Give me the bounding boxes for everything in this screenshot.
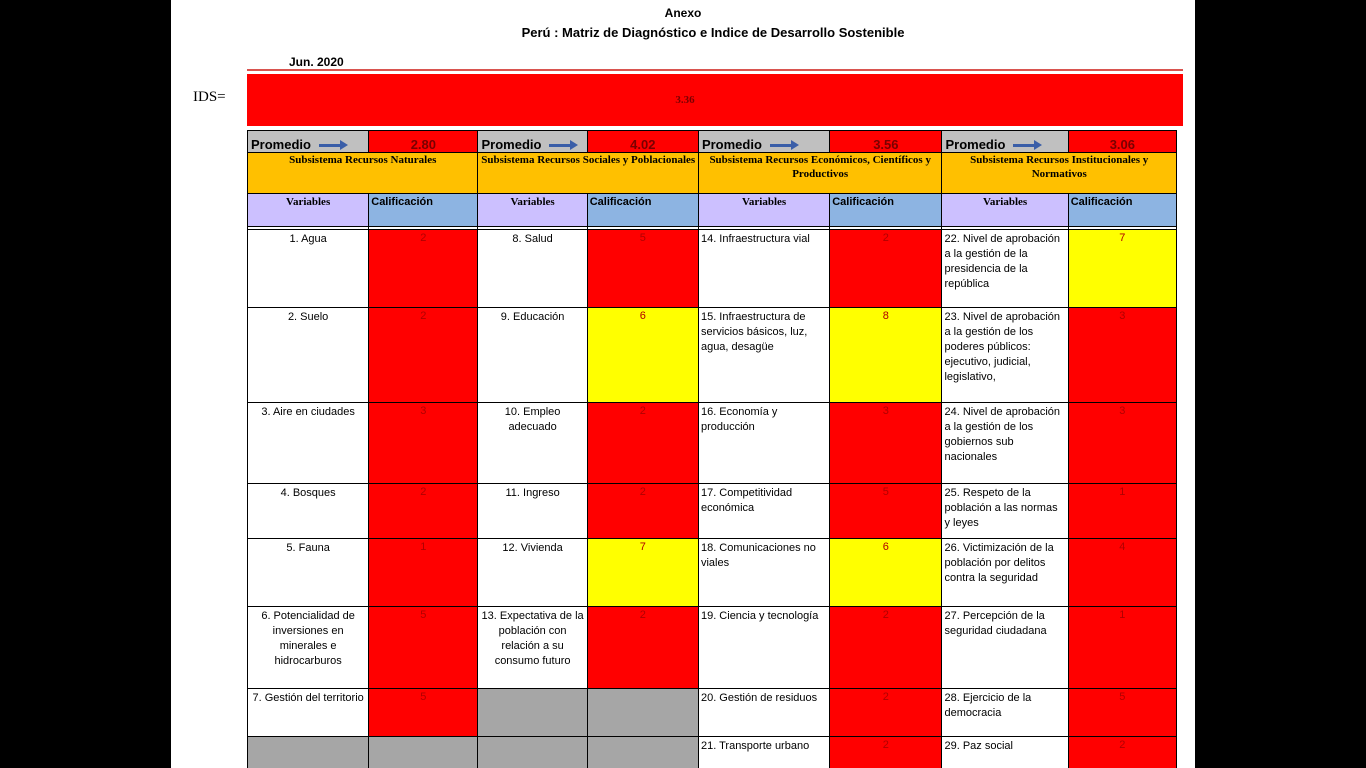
score-cell: 8 — [830, 308, 942, 403]
variable-cell — [478, 737, 587, 768]
subsystem-header-4: Subsistema Recursos Institucionales y Normativos — [942, 153, 1177, 194]
table-row — [248, 403, 1177, 484]
variable-cell: 4. Bosques — [248, 484, 369, 539]
score-cell: 5 — [830, 484, 942, 539]
variable-cell: 15. Infraestructura de servicios básicos, luz, agua, desagüe — [698, 308, 829, 403]
promedio-text: Promedio — [701, 137, 762, 152]
calificacion-header: Calificación — [830, 194, 942, 227]
table-row — [248, 230, 1177, 308]
ids-value: 3.36 — [675, 94, 695, 106]
arrow-right-icon — [1013, 144, 1035, 147]
score-cell: 2 — [587, 484, 698, 539]
variable-cell: 28. Ejercicio de la democracia — [942, 689, 1068, 737]
variable-cell: 22. Nivel de aprobación a la gestión de la presidencia de la república — [942, 230, 1068, 308]
score-cell: 3 — [1068, 403, 1176, 484]
score-cell: 2 — [830, 689, 942, 737]
subsystem-header-2: Subsistema Recursos Sociales y Poblacionales — [478, 153, 698, 194]
variable-cell: 7. Gestión del territorio — [248, 689, 369, 737]
header-divider — [247, 69, 1183, 71]
document-date: Jun. 2020 — [289, 55, 344, 69]
score-cell: 7 — [1068, 230, 1176, 308]
variable-cell: 6. Potencialidad de inversiones en minerales e hidrocarburos — [248, 607, 369, 689]
calificacion-header: Calificación — [1068, 194, 1176, 227]
variable-cell: 21. Transporte urbano — [698, 737, 829, 768]
subsystem-header-1: Subsistema Recursos Naturales — [248, 153, 478, 194]
score-cell: 3 — [369, 403, 478, 484]
score-cell: 5 — [587, 230, 698, 308]
score-cell: 1 — [1068, 607, 1176, 689]
variable-cell: 29. Paz social — [942, 737, 1068, 768]
promedio-value-3: 3.56 — [830, 131, 942, 153]
variables-header: Variables — [478, 194, 587, 227]
variable-cell — [478, 689, 587, 737]
variable-cell: 12. Vivienda — [478, 539, 587, 607]
variables-header: Variables — [248, 194, 369, 227]
score-cell: 6 — [587, 308, 698, 403]
variable-cell: 26. Victimización de la población por delitos contra la seguridad — [942, 539, 1068, 607]
variable-cell: 18. Comunicaciones no viales — [698, 539, 829, 607]
score-cell: 1 — [1068, 484, 1176, 539]
score-cell: 7 — [587, 539, 698, 607]
score-cell: 2 — [369, 308, 478, 403]
variable-cell: 25. Respeto de la población a las normas y leyes — [942, 484, 1068, 539]
variable-cell: 5. Fauna — [248, 539, 369, 607]
table-row — [248, 737, 1177, 768]
score-cell: 3 — [830, 403, 942, 484]
variable-cell: 20. Gestión de residuos — [698, 689, 829, 737]
score-cell: 2 — [830, 607, 942, 689]
arrow-right-icon — [549, 144, 571, 147]
variable-cell: 10. Empleo adecuado — [478, 403, 587, 484]
variable-cell: 1. Agua — [248, 230, 369, 308]
promedio-text: Promedio — [945, 137, 1006, 152]
subsystem-header-3: Subsistema Recursos Económicos, Científicos y Productivos — [698, 153, 942, 194]
score-cell: 2 — [830, 230, 942, 308]
promedio-value-1: 2.80 — [369, 131, 478, 153]
score-cell: 2 — [587, 403, 698, 484]
variable-cell: 27. Percepción de la seguridad ciudadana — [942, 607, 1068, 689]
variable-cell: 17. Competitividad económica — [698, 484, 829, 539]
score-cell: 2 — [587, 607, 698, 689]
promedio-label-2 — [478, 131, 587, 153]
table-row — [248, 484, 1177, 539]
promedio-value-4: 3.06 — [1068, 131, 1176, 153]
variable-cell: 19. Ciencia y tecnología — [698, 607, 829, 689]
variable-cell — [248, 737, 369, 768]
score-cell — [587, 689, 698, 737]
table-row — [248, 689, 1177, 737]
variable-cell: 14. Infraestructura vial — [698, 230, 829, 308]
promedio-label-1 — [248, 131, 369, 153]
promedio-label-3 — [698, 131, 829, 153]
score-cell: 2 — [830, 737, 942, 768]
variable-cell: 3. Aire en ciudades — [248, 403, 369, 484]
score-cell: 1 — [369, 539, 478, 607]
score-cell: 5 — [369, 689, 478, 737]
score-cell: 2 — [369, 230, 478, 308]
variable-cell: 9. Educación — [478, 308, 587, 403]
variables-header: Variables — [942, 194, 1068, 227]
promedio-text: Promedio — [481, 137, 542, 152]
variable-cell: 2. Suelo — [248, 308, 369, 403]
promedio-text: Promedio — [251, 137, 311, 152]
table-row — [248, 308, 1177, 403]
arrow-right-icon — [770, 144, 792, 147]
calificacion-header: Calificación — [369, 194, 478, 227]
score-cell: 6 — [830, 539, 942, 607]
promedio-value-2: 4.02 — [587, 131, 698, 153]
table-row — [248, 607, 1177, 689]
score-cell: 5 — [1068, 689, 1176, 737]
variable-cell: 8. Salud — [478, 230, 587, 308]
score-cell: 5 — [369, 607, 478, 689]
score-cell: 3 — [1068, 308, 1176, 403]
document-page — [171, 0, 1195, 768]
variable-cell: 23. Nivel de aprobación a la gestión de los poderes públicos: ejecutivo, judicial, legislativo, — [942, 308, 1068, 403]
calificacion-header: Calificación — [587, 194, 698, 227]
annex-label: Anexo — [664, 6, 702, 20]
variable-cell: 16. Economía y producción — [698, 403, 829, 484]
ids-label: IDS= — [193, 89, 226, 105]
document-title: Perú : Matriz de Diagnóstico e Indice de Desarrollo Sostenible — [521, 25, 905, 40]
table-row — [248, 539, 1177, 607]
arrow-right-icon — [319, 144, 341, 147]
score-cell — [369, 737, 478, 768]
ids-bar — [247, 74, 1183, 126]
variable-cell: 24. Nivel de aprobación a la gestión de los gobiernos sub nacionales — [942, 403, 1068, 484]
score-cell: 2 — [369, 484, 478, 539]
variable-cell: 13. Expectativa de la población con relación a su consumo futuro — [478, 607, 587, 689]
score-cell: 4 — [1068, 539, 1176, 607]
score-cell: 2 — [1068, 737, 1176, 768]
diagnostic-matrix — [247, 130, 1177, 768]
variables-header: Variables — [698, 194, 829, 227]
promedio-label-4 — [942, 131, 1068, 153]
score-cell — [587, 737, 698, 768]
variable-cell: 11. Ingreso — [478, 484, 587, 539]
